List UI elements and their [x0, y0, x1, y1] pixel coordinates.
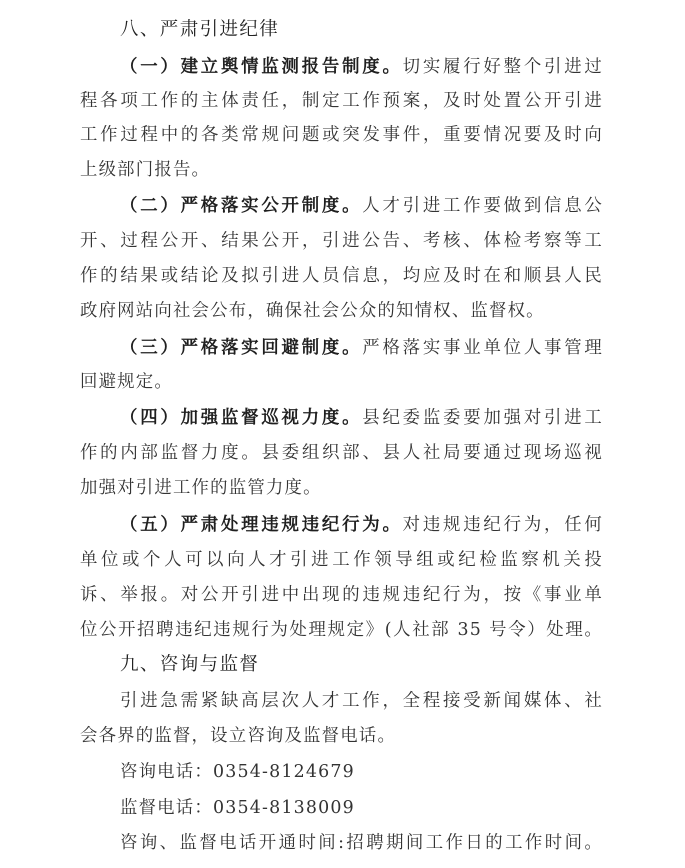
- item-3-label: （三）严格落实回避制度。: [120, 338, 363, 358]
- item-1-line-1: [120, 55, 603, 79]
- item-3-line-1: [120, 336, 603, 360]
- item-4-line-3: 加强对引进工作的监管力度。: [80, 478, 322, 498]
- item-1-line-2: 程各项工作的主体责任，制定工作预案，及时处置公开引进: [80, 91, 603, 111]
- item-5-line-3: 诉、举报。对公开引进中出现的违规违纪行为，按《事业单: [80, 585, 603, 605]
- item-4-text-1: 县纪委监委要加强对引进工: [362, 408, 603, 428]
- item-1-label: （一）建立舆情监测报告制度。: [120, 57, 403, 77]
- item-5-line-4: 位公开招聘违纪违规行为处理规定》(人社部 35 号令）处理。: [80, 620, 603, 640]
- item-5-text-1: 对违规违纪行为，任何: [402, 515, 603, 535]
- item-2-line-2: 开、过程公开、结果公开，引进公告、考核、体检考察等工: [80, 231, 603, 251]
- section-9-heading: 九、咨询与监督: [120, 654, 260, 675]
- item-2-label: （二）严格落实公开制度。: [120, 196, 363, 216]
- item-3-text-1: 严格落实事业单位人事管理: [362, 338, 603, 358]
- item-1-line-3: 工作过程中的各类常规问题或突发事件，重要情况要及时向: [80, 125, 603, 145]
- supervise-phone: 监督电话：0354-8138009: [120, 798, 355, 818]
- section-8-heading: 八、严肃引进纪律: [120, 19, 280, 40]
- item-1-text-1: 切实履行好整个引进过: [402, 57, 603, 77]
- consult-phone: 咨询电话：0354-8124679: [120, 762, 355, 782]
- item-2-line-1: [120, 194, 603, 218]
- section-9-intro-line-1: 引进急需紧缺高层次人才工作，全程接受新闻媒体、社: [120, 691, 603, 711]
- item-5-line-2: 单位或个人可以向人才引进工作领导组或纪检监察机关投: [80, 550, 603, 570]
- phone-hours: 咨询、监督电话开通时间:招聘期间工作日的工作时间。: [120, 833, 603, 853]
- item-1-line-4: 上级部门报告。: [80, 160, 211, 180]
- item-4-line-1: [120, 406, 603, 430]
- item-2-text-1: 人才引进工作要做到信息公: [362, 196, 603, 216]
- item-4-label: （四）加强监督巡视力度。: [120, 408, 363, 428]
- item-5-label: （五）严肃处理违规违纪行为。: [120, 515, 403, 535]
- item-5-line-1: [120, 513, 603, 537]
- item-2-line-3: 作的结果或结论及拟引进人员信息，均应及时在和顺县人民: [80, 266, 603, 286]
- item-2-line-4: 政府网站向社会公布，确保社会公众的知情权、监督权。: [80, 301, 545, 321]
- item-3-line-2: 回避规定。: [80, 372, 173, 392]
- item-4-line-2: 作的内部监督力度。县委组织部、县人社局要通过现场巡视: [80, 443, 603, 463]
- section-9-intro-line-2: 会各界的监督，设立咨询及监督电话。: [80, 726, 397, 746]
